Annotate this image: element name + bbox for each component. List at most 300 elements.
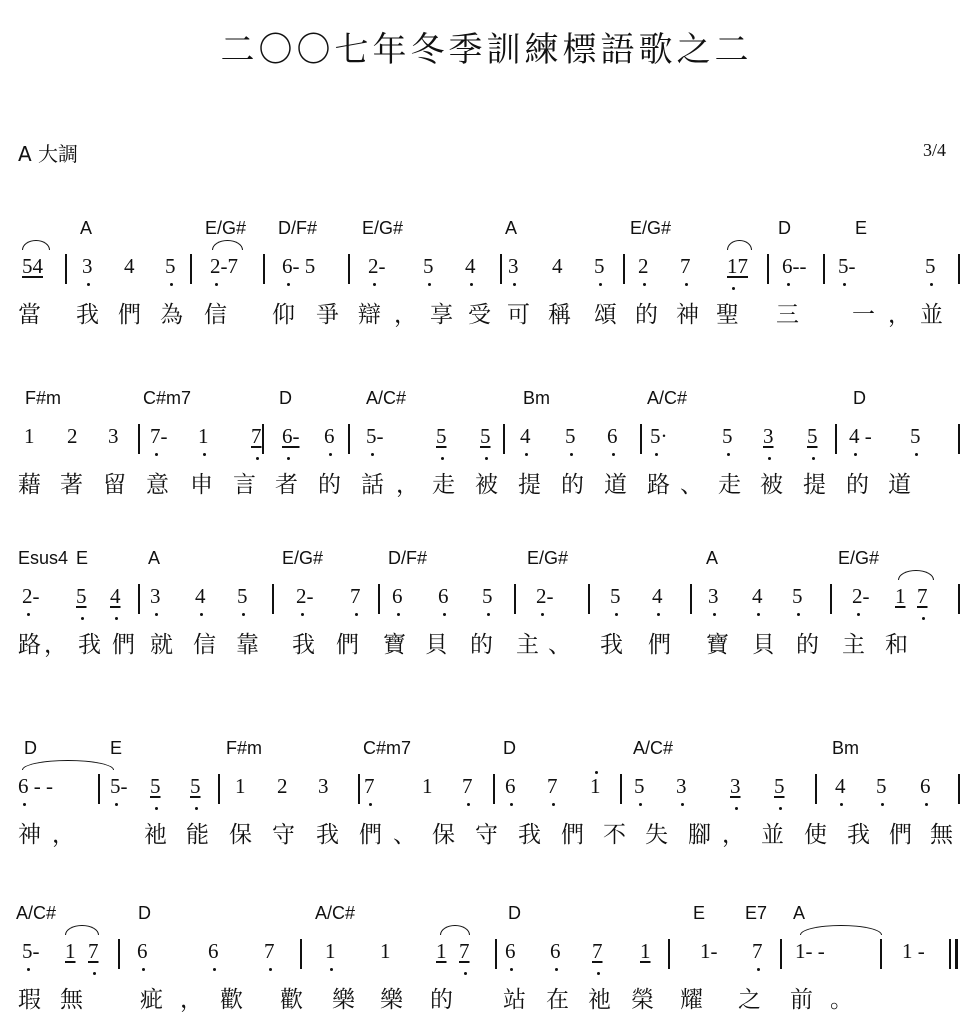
tie-slur [898,570,934,580]
note: 5 [237,584,248,608]
lyric-char: 神 [18,822,41,848]
note: 2- [22,584,40,608]
note: 3 [150,584,161,608]
lyric-char: 的 [470,632,493,658]
note: 1 [590,774,601,798]
lyric-char: ， [180,987,203,1013]
lyric-char: 我 [76,302,99,328]
octave-dot-below [81,617,84,620]
lyric-char: 藉 [18,472,41,498]
note: 4 [124,254,135,278]
octave-dot-below [597,972,600,975]
note: 5 [480,424,491,448]
barline [218,774,220,804]
note: 6 [505,939,516,963]
note: 7- [150,424,168,448]
octave-dot-below [27,613,30,616]
note: 4 [652,584,663,608]
octave-dot-below [787,283,790,286]
tie-slur [22,240,50,250]
note: 7 [350,584,361,608]
chord-symbol: E [76,548,89,568]
lyric-char: 前 [790,987,813,1013]
note: 5 [876,774,887,798]
octave-dot-below [155,453,158,456]
lyric-char: 樂 [380,987,403,1013]
lyric-char: 者 [275,472,298,498]
lyric-char: 寶 [383,632,406,658]
octave-dot-below [467,803,470,806]
octave-dot-below [195,807,198,810]
lyric-char: ， [44,632,67,658]
lyric-char: 享 [430,302,453,328]
lyric-char: 我 [518,822,541,848]
final-barline [955,939,958,969]
barline [190,254,192,284]
lyric-char: 被 [760,472,783,498]
octave-dot-below [685,283,688,286]
lyric-char: 我 [78,632,101,658]
lyric-char: 保 [229,822,252,848]
note: 5 [722,424,733,448]
lyric-char: 稱 [548,302,571,328]
barline [623,254,625,284]
note: 6-- [782,254,807,278]
octave-dot-below [428,283,431,286]
note: 3 [108,424,119,448]
octave-dot-below [843,283,846,286]
system-4 [0,730,973,860]
note: 4 [835,774,846,798]
barline [830,584,832,614]
octave-dot-below [639,803,642,806]
octave-dot-below [170,283,173,286]
note: 5 [925,254,936,278]
note: 6 [324,424,335,448]
lyric-char: 寶 [706,632,729,658]
octave-dot-below [256,457,259,460]
tie-slur [800,925,882,935]
note: 4 [110,584,121,608]
chord-symbol: E7 [745,903,768,923]
chord-symbol: A/C# [366,388,407,408]
barline [263,254,265,284]
octave-dot-below [213,968,216,971]
lyric-char: 信 [204,302,227,328]
octave-dot-below [215,283,218,286]
octave-dot-below [768,457,771,460]
chord-symbol: E/G# [527,548,569,568]
octave-dot-below [155,807,158,810]
octave-dot-below [925,803,928,806]
lyric-char: 們 [889,822,912,848]
chord-symbol: D [279,388,292,408]
lyric-char: 的 [635,302,658,328]
octave-dot-below [857,613,860,616]
note: 4 [552,254,563,278]
note: 5- [110,774,128,798]
note: 5 [190,774,201,798]
lyric-char: 們 [648,632,671,658]
lyric-char: 主 [516,632,539,658]
barline [348,254,350,284]
chord-symbol: A [706,548,719,568]
lyric-char: 祂 [144,822,167,848]
note: 7 [364,774,375,798]
octave-dot-below [200,613,203,616]
lyric-char: 榮 [631,987,654,1013]
note: 1 [640,939,651,963]
lyric-char: 守 [272,822,295,848]
system-2 [0,380,973,510]
lyric-char: 、 [548,632,571,658]
chord-symbol: D/F# [278,218,318,238]
octave-dot-below [115,617,118,620]
lyric-char: 的 [318,472,341,498]
note: 5 [594,254,605,278]
system-1 [0,210,973,340]
barline [118,939,120,969]
chord-symbol: C#m7 [143,388,192,408]
system-3 [0,540,973,670]
octave-dot-below [570,453,573,456]
octave-dot-below [922,617,925,620]
lyric-char: 靠 [236,632,259,658]
chord-symbol: E/G# [630,218,672,238]
octave-dot-below [142,968,145,971]
note: 2- [296,584,314,608]
octave-dot-below [155,613,158,616]
note: 6 [920,774,931,798]
octave-dot-below [655,453,658,456]
chord-symbol: F#m [25,388,61,408]
octave-dot-below [713,613,716,616]
note: 3 [676,774,687,798]
octave-dot-below [727,453,730,456]
lyric-char: 走 [432,472,455,498]
note: 5- [838,254,856,278]
octave-dot-below [87,283,90,286]
note: 6 [208,939,219,963]
note: 3 [708,584,719,608]
lyric-char: 失 [645,822,668,848]
note: 7 [547,774,558,798]
note: 5 [910,424,921,448]
chord-symbol: F#m [226,738,262,758]
note: 4 [520,424,531,448]
chord-symbol: A [80,218,93,238]
lyric-char: 提 [518,472,541,498]
note: 3 [763,424,774,448]
lyric-char: 們 [561,822,584,848]
chord-symbol: A/C# [315,903,356,923]
barline [378,584,380,614]
octave-dot-below [757,968,760,971]
octave-dot-below [485,457,488,460]
lyric-char: 仰 [272,302,295,328]
lyric-char: 被 [475,472,498,498]
octave-dot-below [269,968,272,971]
octave-dot-below [23,803,26,806]
chord-symbol: E/G# [362,218,404,238]
chord-symbol: E [855,218,868,238]
barline [500,254,502,284]
lyric-char: 可 [507,302,530,328]
barline [767,254,769,284]
note: 7 [459,939,470,963]
lyric-char: 當 [18,302,41,328]
lyric-char: 路 [18,632,41,658]
lyric-char: 腳 [688,822,711,848]
lyric-char: 辯 [358,302,381,328]
octave-dot-below [369,803,372,806]
octave-dot-below [203,453,206,456]
lyric-char: 就 [150,632,173,658]
lyric-char: 使 [804,822,827,848]
note: 2 [67,424,78,448]
barline [493,774,495,804]
lyric-char: 一 [852,302,875,328]
lyric-char: 瑕 [18,987,41,1013]
lyric-char: 能 [186,822,209,848]
barline [262,424,264,454]
chord-symbol: Bm [523,388,550,408]
barline [272,584,274,614]
lyric-char: 走 [718,472,741,498]
note: 5 [792,584,803,608]
chord-symbol: D/F# [388,548,428,568]
note: 6 - - [18,774,53,798]
note: 1 [325,939,336,963]
lyric-char: 言 [233,472,256,498]
octave-dot-below [355,613,358,616]
lyric-char: 、 [680,472,703,498]
lyric-char: 為 [160,302,183,328]
lyric-char: ， [888,302,911,328]
octave-dot-below [643,283,646,286]
note: 3 [82,254,93,278]
lyric-char: 歡 [280,987,303,1013]
lyric-char: ， [396,472,419,498]
note: 1- [700,939,718,963]
chord-symbol: D [503,738,516,758]
lyric-char: 的 [796,632,819,658]
octave-dot-below [93,972,96,975]
chord-symbol: E/G# [838,548,880,568]
octave-dot-below [330,968,333,971]
octave-dot-below [615,613,618,616]
note: 1 [422,774,433,798]
note: 6 [505,774,516,798]
octave-dot-below [115,803,118,806]
octave-dot-below [797,613,800,616]
final-barline-thin [949,939,951,969]
barline [620,774,622,804]
note: 1 [65,939,76,963]
octave-dot-below [757,613,760,616]
chord-symbol: D [508,903,521,923]
octave-dot-below [854,453,857,456]
chord-symbol: Esus4 [18,548,69,568]
octave-dot-below [541,613,544,616]
chord-symbol: D [24,738,37,758]
octave-dot-below [513,283,516,286]
lyric-char: 疵 [140,987,163,1013]
lyric-char: ， [52,822,75,848]
lyric-char: 們 [336,632,359,658]
note: 4 [195,584,206,608]
lyric-char: 之 [738,987,761,1013]
barline [815,774,817,804]
lyric-char: 留 [103,472,126,498]
lyric-char: 無 [930,822,953,848]
octave-dot-below [470,283,473,286]
barline [98,774,100,804]
octave-dot-below [510,803,513,806]
note: 1 [235,774,246,798]
barline [358,774,360,804]
octave-dot-below [27,968,30,971]
note: 7 [264,939,275,963]
note: 5- [22,939,40,963]
note: 6- [282,424,300,448]
note: 7 [680,254,691,278]
octave-dot-below [373,283,376,286]
octave-dot-below [443,613,446,616]
octave-dot-below [287,283,290,286]
note: 5 [436,424,447,448]
note: 2-7 [210,254,238,278]
octave-dot-below [732,287,735,290]
barline [668,939,670,969]
note: 6 [438,584,449,608]
barline [640,424,642,454]
lyric-char: 貝 [425,632,448,658]
lyric-char: 並 [761,822,784,848]
octave-dot-below [301,613,304,616]
barline [958,424,960,454]
note: 6- 5 [282,254,316,278]
octave-dot-below [397,613,400,616]
lyric-char: 我 [316,822,339,848]
note: 5 [423,254,434,278]
note: 5 [482,584,493,608]
note: 1 [436,939,447,963]
lyric-char: 保 [432,822,455,848]
note: 1 [24,424,35,448]
note: 5 [150,774,161,798]
note: 5 [165,254,176,278]
chord-symbol: E [693,903,706,923]
chord-symbol: E/G# [205,218,247,238]
barline [503,424,505,454]
lyric-char: 提 [803,472,826,498]
octave-dot-below [371,453,374,456]
chord-symbol: A [505,218,518,238]
octave-dot-below [464,972,467,975]
note: 2- [536,584,554,608]
lyric-char: 申 [190,472,213,498]
chord-symbol: A/C# [16,903,57,923]
lyric-char: 歡 [220,987,243,1013]
note: 6 [392,584,403,608]
barline [690,584,692,614]
lyric-char: 站 [503,987,526,1013]
note: 7 [752,939,763,963]
octave-dot-below [555,968,558,971]
lyric-char: 意 [146,472,169,498]
barline [495,939,497,969]
lyric-char: 和 [885,632,908,658]
lyric-char: 的 [846,472,869,498]
lyric-char: 並 [920,302,943,328]
note: 1 [380,939,391,963]
note: 5 [76,584,87,608]
octave-dot-below [242,613,245,616]
lyric-char: 無 [60,987,83,1013]
octave-dot-below [599,283,602,286]
barline [835,424,837,454]
chord-symbol: A [148,548,161,568]
note: 3 [508,254,519,278]
barline [958,254,960,284]
note: 4 - [849,424,872,448]
octave-dot-below [779,807,782,810]
octave-dot-below [915,453,918,456]
lyric-char: 受 [468,302,491,328]
barline [958,774,960,804]
note: 6 [550,939,561,963]
lyric-char: 的 [561,472,584,498]
octave-dot-below [525,453,528,456]
note: 5 [634,774,645,798]
lyric-char: ， [722,822,745,848]
lyric-char: 爭 [316,302,339,328]
barline [880,939,882,969]
chord-symbol: Bm [832,738,859,758]
lyric-char: 主 [842,632,865,658]
tie-slur [440,925,470,935]
note: 54 [22,254,43,278]
lyric-char: 耀 [680,987,703,1013]
note: 7 [592,939,603,963]
note: 5 [774,774,785,798]
chord-symbol: D [853,388,866,408]
octave-dot-below [329,453,332,456]
chord-symbol: C#m7 [363,738,412,758]
octave-dot-below [287,457,290,460]
octave-dot-below [441,457,444,460]
lyric-char: 、 [393,822,416,848]
octave-dot-below [510,968,513,971]
barline [138,584,140,614]
lyric-char: ， [394,302,417,328]
note: 7 [462,774,473,798]
octave-dot-below [735,807,738,810]
chord-symbol: A/C# [647,388,688,408]
octave-dot-below [552,803,555,806]
lyric-char: 著 [60,472,83,498]
note: 7 [251,424,262,448]
octave-dot-below [881,803,884,806]
note: 1 - [902,939,925,963]
lyric-char: 們 [359,822,382,848]
lyric-char: 守 [475,822,498,848]
note: 5 [565,424,576,448]
note: 17 [727,254,748,278]
note: 5· [650,424,668,448]
barline [514,584,516,614]
